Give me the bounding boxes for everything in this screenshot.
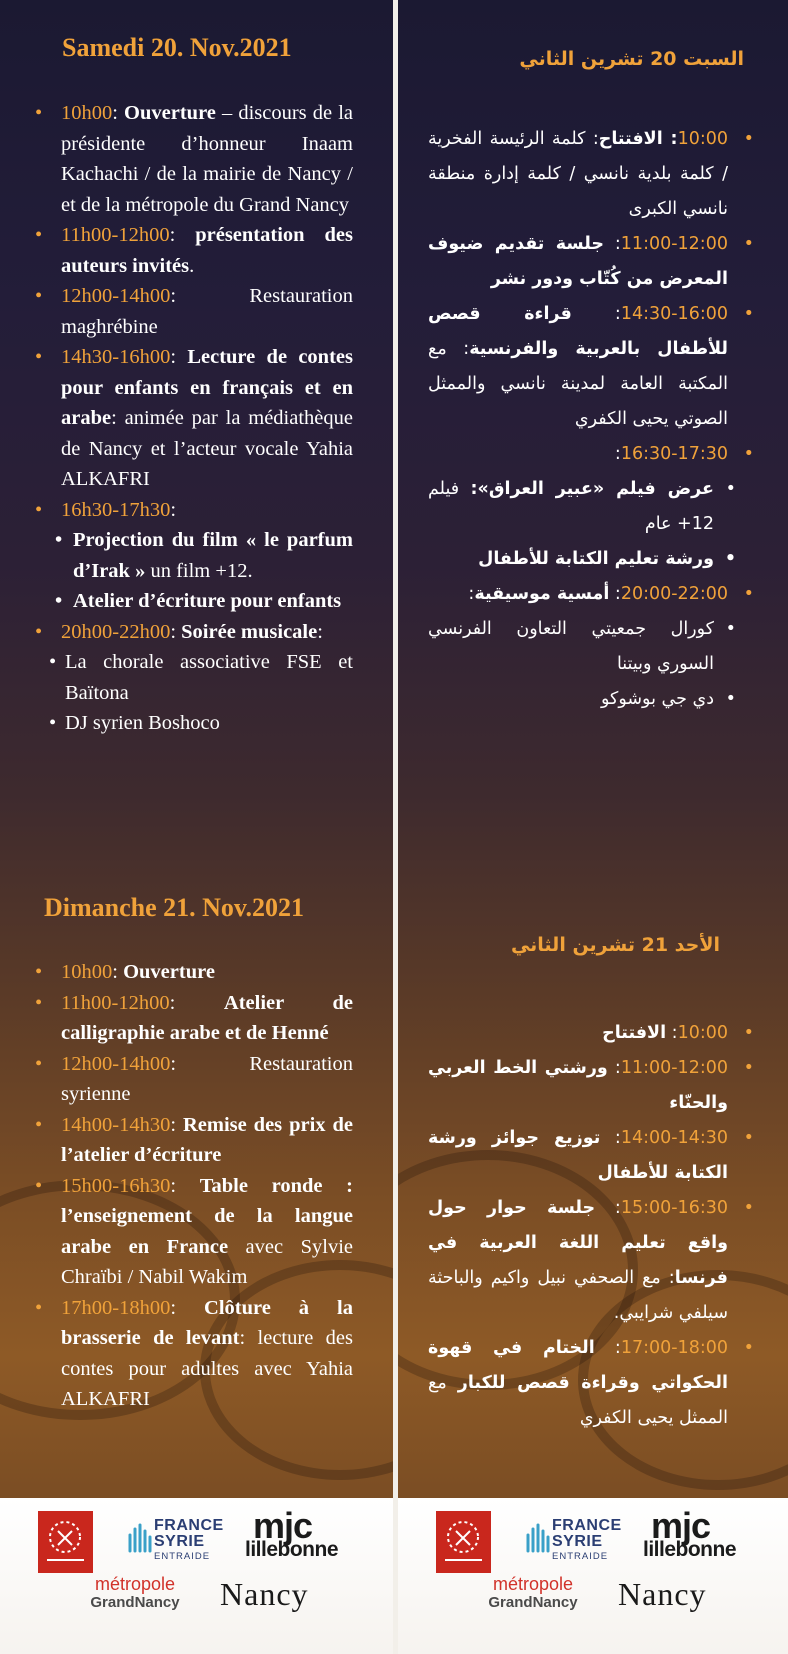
schedule-item: • 11h00-12h00: présentation des auteurs invités. — [35, 220, 353, 281]
schedule-item: • 14h30-16h00: Lecture de contes pour enfants en français et en arabe: animée par la médiathèque de Nancy et l’acteur vocale Yahia ALKAFRI — [35, 342, 353, 495]
schedule-item: • 14h00-14h30: Remise des prix de l’atelier d’écriture — [35, 1110, 353, 1171]
schedule-item: • 10:00: الافتتاح — [428, 1016, 758, 1051]
nancy-logo: Nancy — [220, 1576, 309, 1612]
schedule-item: • 11:00-12:00: جلسة تقديم ضيوف المعرض من كُتّاب ودور نشر — [428, 227, 758, 297]
schedule-item: • 10:00: الافتتاح: كلمة الرئيسة الفخرية / كلمة بلدية نانسي / كلمة إدارة منطقة نانسي الكبرى — [428, 122, 758, 227]
schedule-item: • 10h00: Ouverture – discours de la présidente d’honneur Inaam Kachachi / de la mairie de Nancy / et de la métropole du Grand Nancy — [35, 98, 353, 220]
film-item: • Projection du film « le parfum d’Irak » un film +12. — [35, 525, 353, 586]
french-panel — [0, 0, 393, 1654]
chorale-item: • La chorale associative FSE et Baïtona — [35, 647, 353, 708]
atelier-item: • Atelier d’écriture pour enfants — [35, 586, 353, 617]
film-item: • عرض فيلم «عبير العراق»: فيلم 12+ عام — [428, 472, 758, 542]
day2-schedule — [428, 1016, 758, 1436]
schedule-item: • 14:00-14:30: توزيع جوائز ورشة الكتابة للأطفال — [428, 1121, 758, 1191]
schedule-item: • 16h30-17h30: — [35, 495, 353, 526]
sponsor-logos: FRANCE SYRIE ENTRAIDE mjc lillebonne métropole GrandNancy Nancy — [0, 1498, 393, 1654]
schedule-item: • 11h00-12h00: Atelier de calligraphie arabe et de Henné — [35, 988, 353, 1049]
schedule-item: • 11:00-12:00: ورشتي الخط العربي والحنّاء — [428, 1051, 758, 1121]
schedule-item: • 20:00-22:00: أمسية موسيقية: — [428, 577, 758, 612]
dj-item: • DJ syrien Boshoco — [35, 708, 353, 739]
atmf-logo — [38, 1511, 93, 1573]
chorale-item: • كورال جمعيتي التعاون الفرنسي السوري وبيتنا — [428, 612, 758, 682]
sponsor-logos: FRANCE SYRIE ENTRAIDE mjc lillebonne métropole GrandNancy Nancy — [398, 1498, 788, 1654]
atmf-emblem-icon — [38, 1511, 93, 1573]
metropole-grandnancy-logo: métropole GrandNancy — [90, 1574, 180, 1611]
schedule-item: • 10h00: Ouverture — [35, 957, 353, 988]
day2-title: الأحد 21 تشرين الثاني — [510, 934, 720, 956]
hand-icon — [524, 1523, 550, 1553]
schedule-item: • 12h00-14h00: Restauration maghrébine — [35, 281, 353, 342]
day1-title: Samedi 20. Nov.2021 — [62, 33, 292, 62]
nancy-logo: Nancy — [618, 1576, 707, 1612]
schedule-item: • 17:00-18:00: الختام في قهوة الحكواتي وقراءة قصص للكبار مع الممثل يحيى الكفري — [428, 1331, 758, 1436]
day2-schedule — [35, 957, 353, 1415]
day1-title: السبت 20 تشرين الثاني — [519, 48, 744, 70]
schedule-item: • 20h00-22h00: Soirée musicale: — [35, 617, 353, 648]
hand-icon — [126, 1523, 152, 1553]
schedule-item: • 12h00-14h00: Restauration syrienne — [35, 1049, 353, 1110]
atmf-emblem-icon — [436, 1511, 491, 1573]
atmf-logo — [436, 1511, 491, 1573]
day2-title: Dimanche 21. Nov.2021 — [44, 893, 304, 922]
atelier-item: • ورشة تعليم الكتابة للأطفال — [428, 542, 758, 577]
day1-schedule — [35, 98, 353, 739]
arabic-panel — [398, 0, 788, 1654]
metropole-grandnancy-logo: métropole GrandNancy — [488, 1574, 578, 1611]
schedule-item: • 15:00-16:30: جلسة حوار حول واقع تعليم اللغة العربية في فرنسا: مع الصحفي نبيل واكيم والباحثة سيلفي شرايبي. — [428, 1191, 758, 1331]
day1-schedule — [428, 122, 758, 717]
dj-item: • دي جي بوشوكو — [428, 682, 758, 717]
schedule-item: • 15h00-16h30: Table ronde : l’enseignement de la langue arabe en France avec Sylvie Chraïbi / Nabil Wakim — [35, 1171, 353, 1293]
schedule-item: • 17h00-18h00: Clôture à la brasserie de levant: lecture des contes pour adultes avec Yahia ALKAFRI — [35, 1293, 353, 1415]
schedule-item: • 14:30-16:00: قراءة قصص للأطفال بالعربية والفرنسية: مع المكتبة العامة لمدينة نانسي والممثل الصوتي يحيى الكفري — [428, 297, 758, 437]
schedule-item: • 16:30-17:30: — [428, 437, 758, 472]
